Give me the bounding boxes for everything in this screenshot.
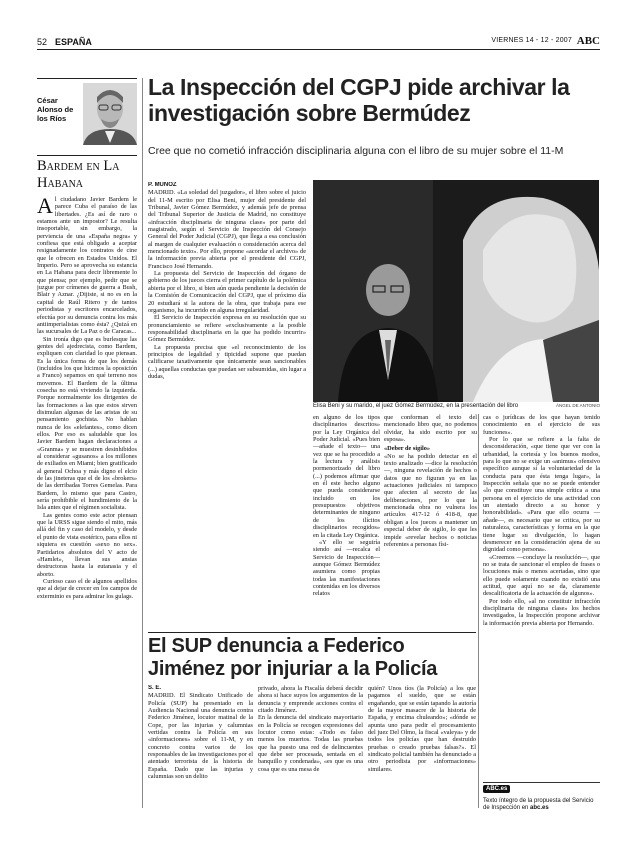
paragraph: Por todo ello, «al no constituir infracción disciplinaria de ninguna clase» los hechos investigados, la Inspección propone archivar la información previa abierta por Hernando. xyxy=(483,597,600,627)
article-photo xyxy=(313,180,599,402)
opinion-paragraph: Sin ironía digo que es burlesque las gentes del ajedrecista, como Bardem, expliquen con claridad lo que piensan. Es la única forma de que los demás (incluidos los que hicimos la oposición a Franco) sepamos en qué terreno nos movemos. El Bardem de la última cosecha no está viviendo la izquierda. Porque normalmente los dirigentes de las formaciones a las que estos sirven disimulan algunas de las aristas de su pensamiento gochista. No hablan nunca de los «elefantes», como dicen ellos. Por eso es saludable que los Javier Bardem hagan declaraciones a «Granma» y se muestren desinhibidos al considerar «gusanos» a los millones de exiliados en Miami; bien gratificado al general Ochoa y más digno el elcio de las jineteras que el de los «brokers» de las derribadas Torres Gemelas. Para Bardem, lo mismo que para Castro, sería prohibible el hundimiento de la Isla antes que el régimen socialista. xyxy=(37,335,137,512)
abces-link[interactable]: abc.es xyxy=(530,805,549,811)
byline: S. E. xyxy=(148,685,162,691)
author-portrait xyxy=(83,83,137,145)
page-number: 52 xyxy=(37,37,48,47)
paragraph: en alguno de los tipos disciplinarios descritos» por la Ley Orgánica del Poder Judicial. «Pues bien —añade el texto— una vez que se ha procedido a la lectura y análisis pormenorizado del libro (...) podemos afirmar que en él este hecho alguno que pueda considerarse incluido en los presupuestos objetivos determinantes de ninguno de los ilícitos disciplinarios recogidos» en la citada Ley Orgánica. xyxy=(313,414,380,539)
paragraph: quién? Unos tíos (la Policía) a los que pagamos el sueldo, que se están engañando, que se están tapando la autoría de la mayor masacre de la historia de España, y encima chuleando»; «dónde se apunta uno para pedir el procesamiento del juez Del Olmo, la fiscal «valeya» y de todos los policías que han destruido pruebas o creado pruebas falsas?». El sindicato policial también ha denunciado a otro periodista por «informaciones» similares. xyxy=(368,685,476,773)
article2-column-2 xyxy=(258,685,363,815)
author-name: César Alonso de los Ríos xyxy=(37,96,74,123)
paragraph: «Y ello se seguiría siendo así —recalca el Servicio de Inspección— aunque Gómez Bermúdez asumiera como propias todas las manifestaciones contenidas en los diversos relatos xyxy=(313,538,380,598)
opinion-paragraph: Al ciudadano Javier Bardem le parece Cuba el paraíso de las libertades. ¿Es así de raro o estamos ante un impostor? Le resulta insoportable, sin embargo, la perviencia de una «España negra» y confiesa que está obligado a aceptar resignadamente los contratos de cine que le ofrecen en Estados Unidos. El Imperio. Pero se aprovecha su estancia en La Habana para decir libremente lo que piensa; por ejemplo, pedir que se juzgue por crímenes de guerra a Bush, Blair y Aznar. ¿Dijiste, si no es en la capital de Raúl Ritero y de tantos periodistas y escritores encarcelados, efectúa por su denuncia contra los más antiimperialistas como ésta? ¿Quizá en las sucursales de La Paz o de Caracas... xyxy=(37,196,137,336)
article-subtitle: Cree que no cometió infracción disciplinaria alguna con el libro de su mujer sobre el 11-M xyxy=(148,145,564,157)
byline: P. MUÑOZ xyxy=(148,182,177,188)
article2-column-1 xyxy=(148,685,253,815)
column-divider xyxy=(142,78,143,808)
abces-badge: ABC.es xyxy=(483,785,510,793)
issue-date: VIERNES 14 - 12 - 2007 xyxy=(491,37,572,44)
paragraph: MADRID. «La soledad del juzgador», el libro sobre el juicio del 11-M escrito por Elisa Beni, mujer del presidente del Tribunal, Javier Gómez Bermúdez, y además jefe de prensa del Tribunal Superior de Justicia de Madrid, no constituye «infracción disciplinaria de ninguna clase» por parte del magistrado, según el Servicio de Inspección del Consejo General del Poder Judicial (CGPJ), que llega a esa conclusión al margen de cualquier evaluación o consideración acerca del mencionado texto». Por ello, propone «acordar el archivo» de la información previa abierta por el presidente del CGPJ, Francisco José Hernando. xyxy=(148,189,306,270)
paragraph: «No se ha podido detectar en el texto analizado —dice la resolución—, ninguna revelación de hechos o datos que no figuran ya en las actuaciones judiciales ni tampoco que afecten al secreto de las deliberaciones, por lo que la mencionada obra no vulnera los artículos 417-12 ó 418-8, que obligan a los jueces a mantener un especial deber de sigilo, lo que les impide «revelar hechos o noticias referentes a personas físi- xyxy=(384,452,477,548)
article-headline: La Inspección del CGPJ pide archivar la investigación sobre Bermúdez xyxy=(148,74,570,126)
column-divider xyxy=(478,414,479,808)
paragraph: cas o jurídicas de los que hayan tenido conocimiento en el ejercicio de sus funciones». xyxy=(483,414,600,436)
opinion-title: Bardem en La Habana xyxy=(37,155,137,192)
paragraph: El Servicio de Inspección expresa en su resolución que su pronunciamiento se refiere «exclusivamente a la posible responsabilidad disciplinaria en la que ha podido incurrir» Gómez Bermúdez. xyxy=(148,314,306,344)
article-column-2 xyxy=(313,414,380,610)
opinion-paragraph: Curioso caso el de algunos apellidos que al dejar de crecer en los campos de exterminio es para admirar los gulags. xyxy=(37,577,137,600)
dropcap: A xyxy=(37,196,53,218)
article-column-3 xyxy=(384,414,477,610)
page-header xyxy=(37,37,600,50)
photo-credit: ÁNGEL DE ANTONIO xyxy=(555,403,600,408)
opinion-rule xyxy=(37,78,137,79)
opinion-paragraph: Las gentes como este actor piensan que la URSS sigue siendo el mito, más allá del fin y caso del modelo, y desde el punto de vista esotérico, para ellos ni siquiera es cuestión «sexo no sex». Partidarios absolutos del V acto de «Hamlet», llevan sus ansias destructoras hasta la eutanasia y el aborto. xyxy=(37,511,137,578)
article-column-1 xyxy=(148,182,306,602)
paragraph: Por lo que se refiere a la falta de desconsideración, «que tiene que ver con la urbanidad, la cortesía y los buenos modos, para lo que no se exige un «animus» ofensivo específico aunque sí la voluntariedad de la conducta para que ésta tenga lugar», la Inspección señala que no se puede entender «lo que constituye una simple crítica a una persona en el ejercicio de una actividad con un atentado directo a su honor y honorabilidad». «Para que ello ocurra —añade—, es necesario que se critica, por su naturaleza, características y forma en la que tiene lugar su divulgación, lo hagan desmerecer en la consideración ajena de su dignidad como persona». xyxy=(483,436,600,554)
paragraph: privado, ahora la Fiscalía deberá decidir ahora si hace suyos los argumentos de la denuncia y emprende acciones contra el citado Jiménez. En la denuncia del sindicato mayoritario en la Policía se recogen expresiones del locutor como estas: «Todo es falso menos los muertos. Todas las pruebas que ha puesto una red de delincuentes que debe ser procesada, sentada en el banquillo y condenada», «es que es una cosa que es una mesa de xyxy=(258,685,363,773)
photo-caption: Elisa Beni y su marido, el juez Gómez Bermúdez, en la presentación del libro xyxy=(313,403,519,409)
opinion-body xyxy=(37,196,137,808)
article2-headline: El SUP denuncia a Federico Jiménez por injuriar a la Policía xyxy=(148,632,476,681)
abces-box xyxy=(483,782,600,793)
article2-column-3 xyxy=(368,685,476,815)
brand-logo: ABC xyxy=(576,35,600,47)
section-name: ESPAÑA xyxy=(55,37,92,47)
paragraph: MADRID. El Sindicato Unificado de Policía (SUP) ha presentado en la Audiencia Nacional una denuncia contra Federico Jiménez, locutor matinal de la Cope, por las injurias y calumnias vertidas contra la Policía en sus «informaciones» sobre el 11-M, y en concreto contra varios de los responsables de las investigaciones por el atentado terrorista de la historia de España. Dado que las injurias y calumnias son un delito xyxy=(148,692,253,781)
paragraph: que conforman el texto del mencionado libro que, no podemos olvidar, ha sido escrito por su esposa». xyxy=(384,414,477,444)
paragraph: «Creemos —concluye la resolución—, que no se trata de sancionar el empleo de frases o locuciones más o menos acertadas, sino que ello puede solamente cuando no existió una actitud, que aquí no se da, claramente descalificatoria de la actuación de algunos». xyxy=(483,553,600,598)
article-column-4 xyxy=(483,414,600,778)
paragraph: La propuesta del Servicio de Inspección del órgano de gobierno de los jueces cierra el primer capítulo de la polémica abierta por el libro, si bien aún queda pendiente la decisión de la Comisión de Comunicación del CGPJ, que el próximo día 20 estudiará si la autora de la obra, que trabaja para ese organismo, ha incurrido en alguna irregularidad. xyxy=(148,270,306,314)
abces-link-text[interactable]: Texto íntegro de la propuesta del Servicio de Inspección en abc.es xyxy=(483,798,594,811)
paragraph: La propuesta precisa que «el reconocimiento de los principios de legalidad y tipicidad supone que puedan calificarse taxativamente que únicamente sean sancionables (...) aquellas conductas que puedan ser subsumidas, sin lugar a dudas, xyxy=(148,343,306,380)
subheading: «Deber de sigilo» xyxy=(384,445,431,453)
